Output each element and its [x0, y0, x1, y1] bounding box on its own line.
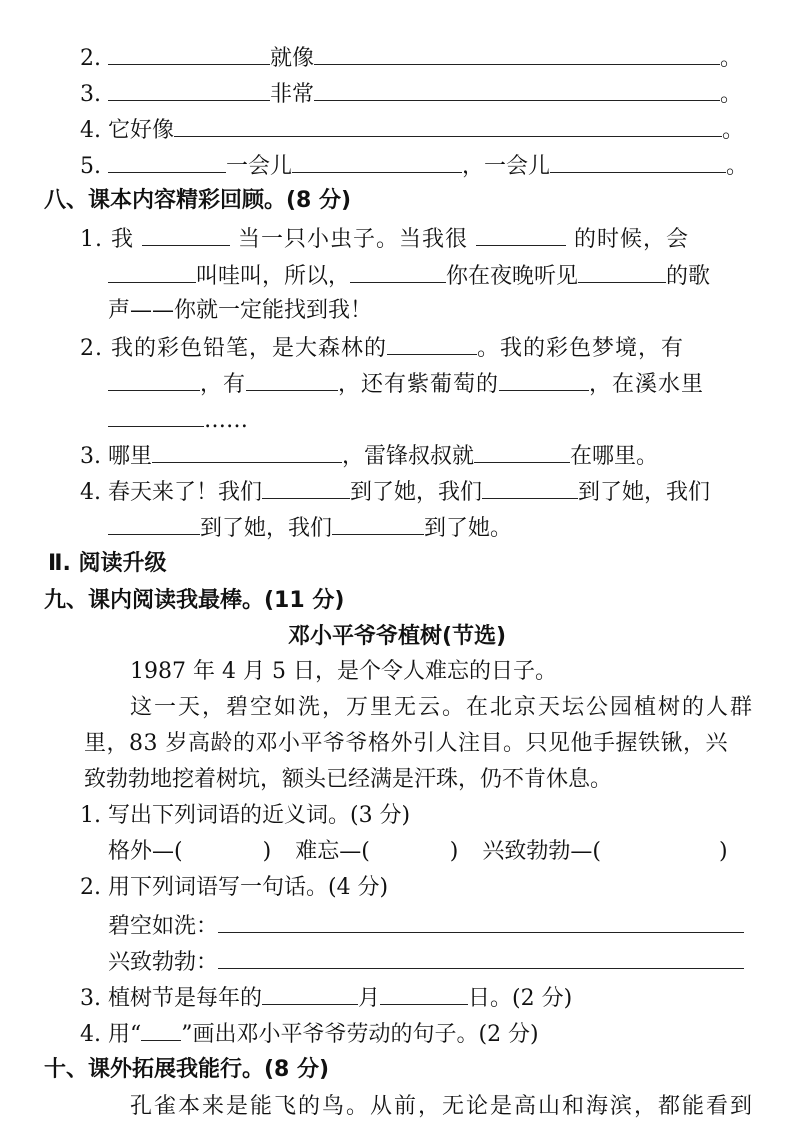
s8-q2-line1: 2. 我的彩色铅笔，是大森林的 。我的彩色梦境，有	[80, 336, 685, 361]
s7-q3: 3. 非常 。	[80, 82, 743, 107]
s9-q2-word2: 兴致勃勃：	[108, 948, 744, 978]
answer-blank[interactable]	[174, 116, 722, 137]
s9-q2-word1: 碧空如洗：	[108, 912, 744, 942]
answer-blank[interactable]	[578, 262, 666, 283]
answer-blank[interactable]	[476, 225, 566, 246]
section-9-heading: 九、课内阅读我最棒。(11 分)	[44, 588, 345, 613]
answer-blank[interactable]	[142, 225, 230, 246]
answer-blank[interactable]	[108, 370, 200, 391]
s7-q2: 2. 就像 。	[80, 46, 743, 71]
s8-q2-line3: ……	[108, 406, 248, 436]
answer-blank[interactable]	[262, 984, 358, 1005]
section-10-heading: 十、课外拓展我能行。(8 分)	[44, 1057, 330, 1082]
answer-blank[interactable]	[332, 514, 424, 535]
s9-q4: 4. 用“ ”画出邓小平爷爷劳动的句子。(2 分)	[80, 1022, 539, 1047]
s8-q1-line2: 叫哇叫，所以， 你在夜晚听见 的歌	[108, 262, 710, 292]
answer-blank[interactable]	[292, 152, 462, 173]
answer-blank[interactable]	[108, 514, 200, 535]
answer-blank[interactable]	[246, 370, 338, 391]
s9-q3: 3. 植树节是每年的 月 日。(2 分)	[80, 986, 573, 1011]
s8-q2-line2: ，有 ，还有紫葡萄的 ，在溪水里	[108, 370, 704, 400]
answer-blank[interactable]	[108, 44, 270, 65]
section-8-heading: 八、课本内容精彩回顾。(8 分)	[44, 188, 352, 213]
underline-sample	[141, 1020, 181, 1041]
answer-blank[interactable]	[314, 44, 720, 65]
answer-blank[interactable]	[152, 442, 342, 463]
answer-blank[interactable]	[218, 948, 744, 969]
answer-blank[interactable]	[314, 80, 720, 101]
s10-para1: 孔雀本来是能飞的鸟。从前，无论是高山和海滨，都能看到	[130, 1094, 755, 1119]
s8-q4-line2: 到了她，我们 到了她。	[108, 514, 512, 544]
answer-blank[interactable]	[108, 406, 204, 427]
passage-para1: 1987 年 4 月 5 日，是个令人难忘的日子。	[130, 659, 557, 684]
s8-q1-line3: 声——你就一定能找到我！	[108, 298, 373, 323]
answer-blank[interactable]	[108, 152, 226, 173]
s8-q1-line1: 1. 我 当一只小虫子。当我很 的时候，会	[80, 227, 690, 252]
answer-blank[interactable]	[482, 478, 578, 499]
answer-blank[interactable]	[499, 370, 589, 391]
answer-blank[interactable]	[218, 912, 744, 933]
s8-q3: 3. 哪里 ，雷锋叔叔就 在哪里。	[80, 444, 659, 469]
answer-blank[interactable]	[474, 442, 570, 463]
part-2-heading: Ⅱ. 阅读升级	[48, 551, 167, 576]
answer-blank[interactable]	[108, 262, 196, 283]
answer-blank[interactable]	[262, 478, 350, 499]
passage-title: 邓小平爷爷植树(节选)	[288, 624, 507, 649]
s8-q4-line1: 4. 春天来了！我们 到了她，我们 到了她，我们	[80, 480, 711, 505]
s9-q1: 1. 写出下列词语的近义词。(3 分)	[80, 803, 411, 828]
s9-q1-words: 格外—( ) 难忘—( ) 兴致勃勃—( )	[108, 839, 728, 864]
answer-blank[interactable]	[387, 334, 477, 355]
s9-q2: 2. 用下列词语写一句话。(4 分)	[80, 875, 389, 900]
answer-blank[interactable]	[350, 262, 446, 283]
answer-blank[interactable]	[380, 984, 468, 1005]
s7-q5: 5. 一会儿 ，一会儿 。	[80, 154, 749, 179]
answer-blank[interactable]	[108, 80, 270, 101]
passage-para2-line3: 致勃勃地挖着树坑，额头已经满是汗珠，仍不肯休息。	[84, 767, 613, 792]
passage-para2-line2: 里，83 岁高龄的邓小平爷爷格外引人注目。只见他手握铁锹，兴	[84, 731, 728, 756]
answer-blank[interactable]	[550, 152, 726, 173]
s7-q4: 4. 它好像 。	[80, 118, 745, 143]
passage-para2-line1: 这一天，碧空如洗，万里无云。在北京天坛公园植树的人群	[130, 695, 755, 720]
